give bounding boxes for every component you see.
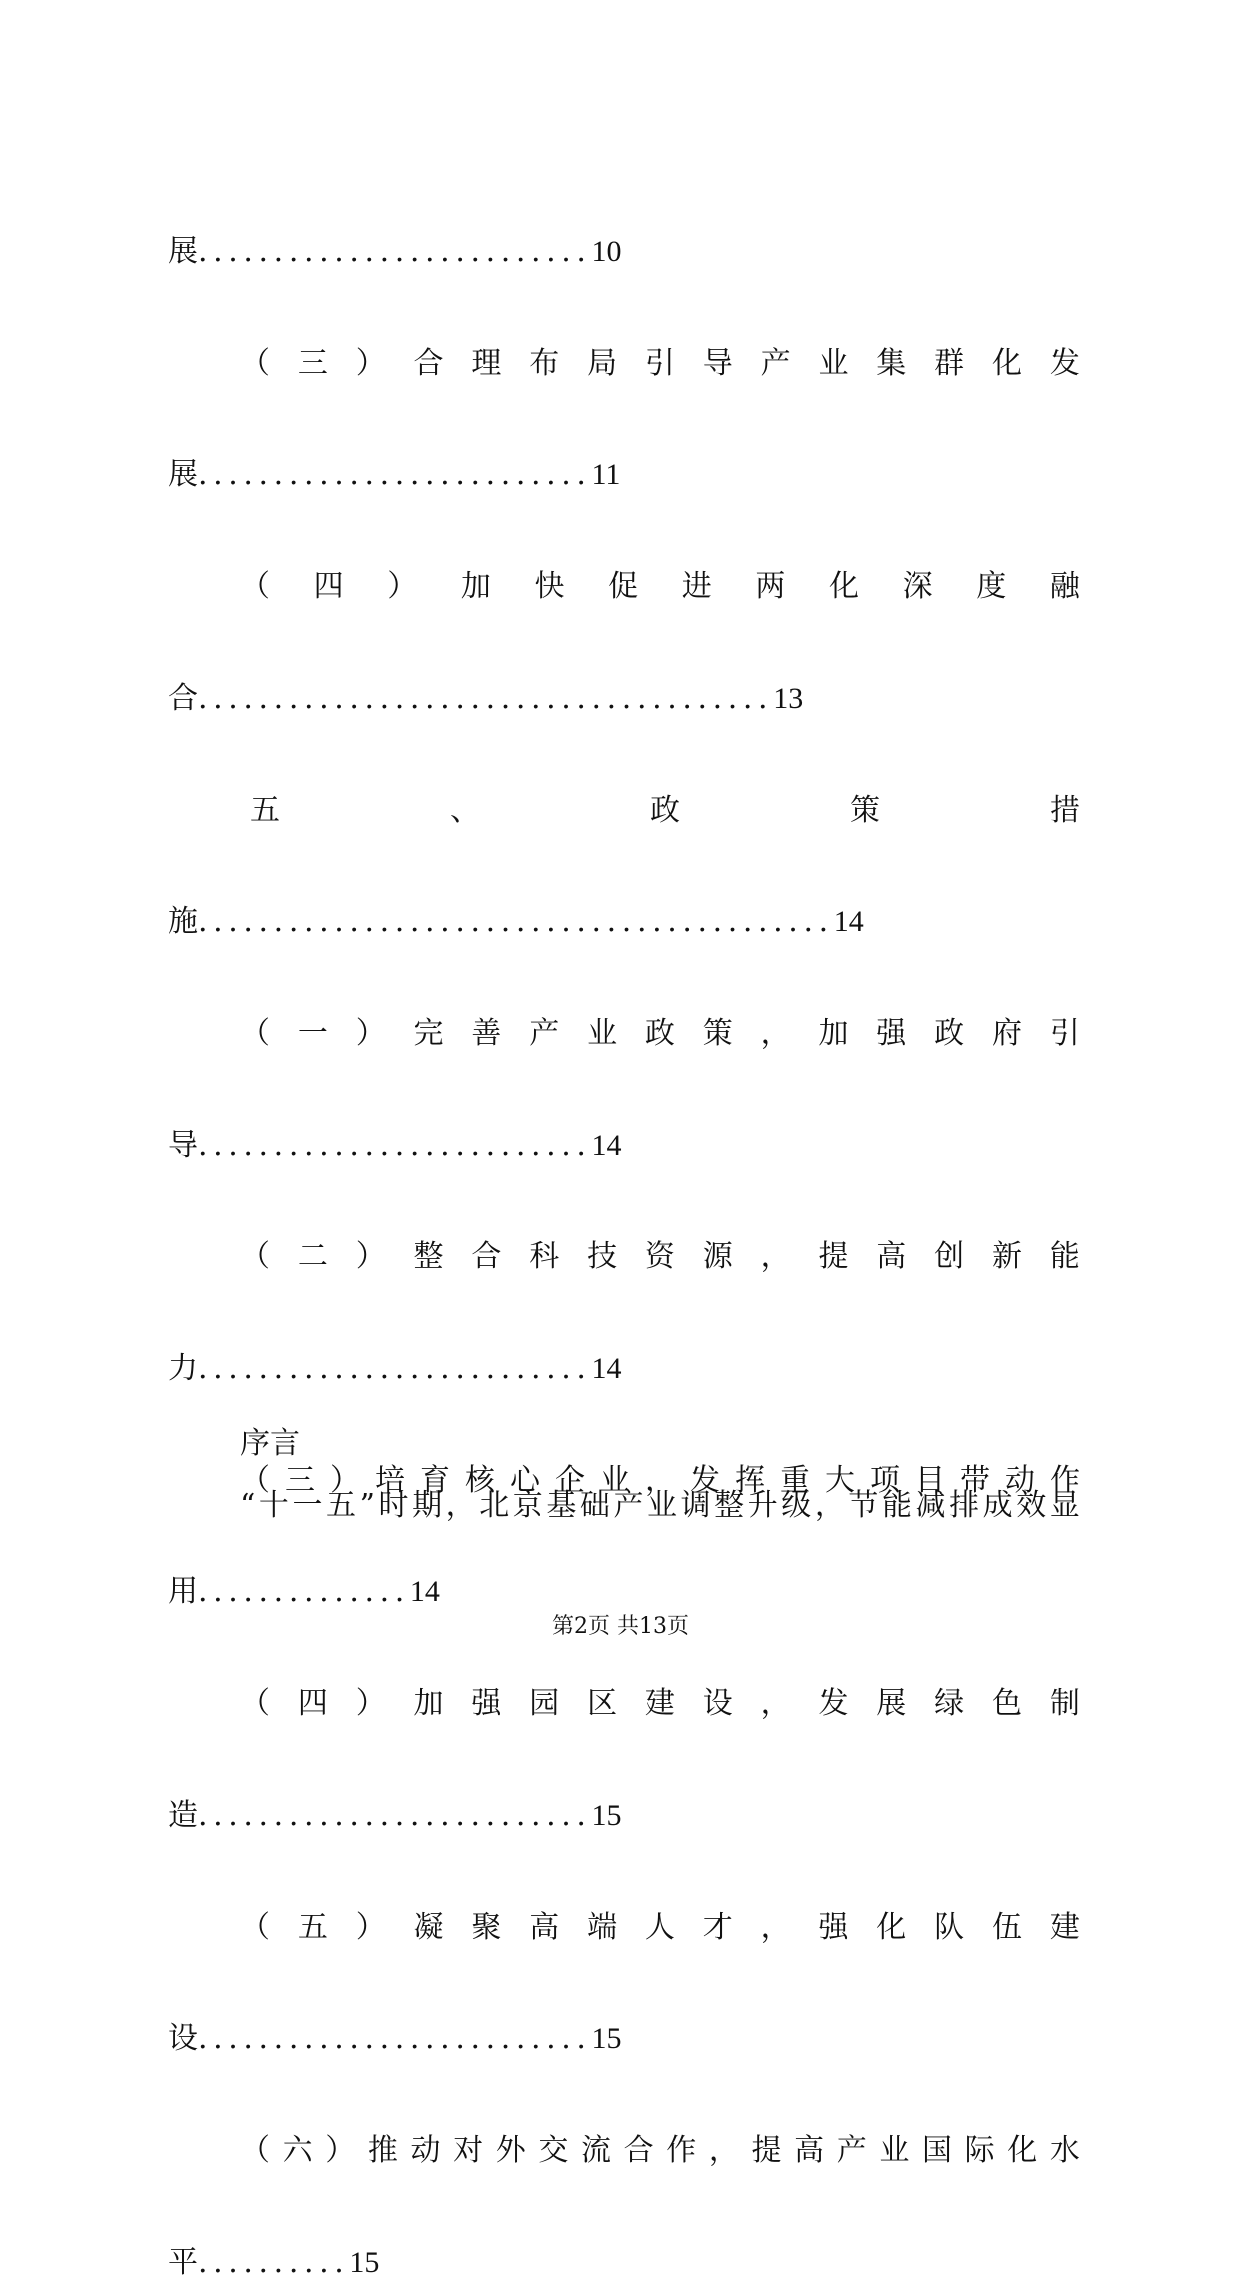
- toc-heading-char: 化: [876, 1910, 907, 1945]
- toc-heading-char: 凝: [413, 1910, 444, 1945]
- toc-entry-tail: [168, 1794, 1080, 1838]
- toc-heading-char: 强: [818, 1910, 849, 1945]
- toc-page-number: 10: [591, 235, 622, 268]
- toc-heading-char: 队: [934, 1910, 965, 1945]
- toc-page-number: 14: [409, 1575, 440, 1608]
- toc-heading-char: 措: [1050, 793, 1080, 828]
- toc-entry-tail: [168, 2017, 1080, 2061]
- toc-entry-heading: [240, 342, 1080, 386]
- toc-heading-char: 群: [934, 346, 965, 381]
- toc-heading-char: 完: [413, 1016, 444, 1051]
- toc-heading-char: 提: [751, 2133, 782, 2168]
- toc-heading-char: 外: [495, 2133, 526, 2168]
- preface-char: 一: [292, 1488, 323, 1523]
- toc-heading-char: 建: [644, 1686, 675, 1721]
- toc-entry-heading: [240, 1235, 1080, 1279]
- toc-heading-char: ）: [355, 1910, 386, 1945]
- toc-heading-char: ，: [760, 1910, 791, 1945]
- preface-char: 北: [479, 1488, 510, 1523]
- toc-heading-char: 际: [964, 2133, 995, 2168]
- toc-page-number: 15: [349, 2246, 380, 2279]
- preface-char: 基: [546, 1488, 577, 1523]
- toc-page-number: 13: [773, 682, 804, 715]
- toc-heading-char: 新: [991, 1239, 1022, 1274]
- toc-heading-char: ）: [330, 1463, 360, 1498]
- toc-entry-tail: [168, 2241, 1080, 2285]
- toc-heading-char: 企: [555, 1463, 585, 1498]
- toc-heading-char: 强: [471, 1686, 502, 1721]
- toc-heading-char: 人: [644, 1910, 675, 1945]
- toc-heading-char: 、: [450, 793, 480, 828]
- toc-heading-char: （: [240, 346, 270, 381]
- toc-entry-text: 合: [168, 681, 198, 716]
- preface-char: 成: [982, 1488, 1013, 1523]
- toc-heading-char: 一: [297, 1016, 328, 1051]
- toc-leader-dots: ..........................: [198, 1128, 592, 1163]
- toc-entry-tail: [168, 900, 1080, 944]
- preface-char: 显: [1049, 1488, 1080, 1523]
- preface-char: 级: [781, 1488, 812, 1523]
- toc-heading-char: 合: [623, 2133, 654, 2168]
- toc-heading-char: 发: [1049, 346, 1080, 381]
- toc-leader-dots: ..........................: [198, 457, 592, 492]
- toc-heading-char: 作: [666, 2133, 697, 2168]
- toc-entry-tail: [168, 453, 1080, 497]
- toc-leader-dots: ......................................: [198, 681, 774, 716]
- toc-heading-char: 科: [529, 1239, 560, 1274]
- toc-heading-char: ，: [645, 1463, 675, 1498]
- preface-heading: 序言: [240, 1426, 300, 1461]
- toc-entry-heading: [240, 2129, 1080, 2173]
- toc-heading-char: 对: [453, 2133, 484, 2168]
- preface-char: “: [240, 1488, 256, 1523]
- toc-heading-char: 设: [702, 1686, 733, 1721]
- toc-heading-char: ）: [355, 1686, 386, 1721]
- toc-heading-char: 产: [760, 346, 791, 381]
- toc-leader-dots: ..............: [198, 1574, 410, 1609]
- toc-entry-text: 设: [168, 2021, 198, 2056]
- toc-entry-text: 展: [168, 234, 198, 269]
- toc-heading-char: 深: [902, 569, 933, 604]
- preface-char: 时: [378, 1488, 409, 1523]
- preface-char: 效: [1016, 1488, 1047, 1523]
- toc-heading-char: 善: [471, 1016, 502, 1051]
- toc-heading-char: 政: [934, 1016, 965, 1051]
- toc-entry-text: 展: [168, 457, 198, 492]
- toc-heading-char: 展: [876, 1686, 907, 1721]
- toc-heading-char: （: [240, 1016, 270, 1051]
- toc-heading-char: 合: [413, 346, 444, 381]
- toc-heading-char: ，: [760, 1016, 791, 1051]
- toc-entry-text: 导: [168, 1128, 198, 1163]
- toc-heading-char: 园: [529, 1686, 560, 1721]
- toc-leader-dots: ..........................: [198, 1798, 592, 1833]
- toc-heading-char: 五: [250, 793, 280, 828]
- toc-heading-char: 快: [534, 569, 565, 604]
- toc-heading-char: 心: [510, 1463, 540, 1498]
- toc-heading-char: 发: [818, 1686, 849, 1721]
- toc-heading-char: 产: [836, 2133, 867, 2168]
- preface-char: 调: [680, 1488, 711, 1523]
- toc-heading-char: 理: [471, 346, 502, 381]
- toc-heading-char: 区: [587, 1686, 618, 1721]
- toc-heading-char: 引: [1049, 1016, 1080, 1051]
- preface-char: 排: [949, 1488, 980, 1523]
- toc-heading-char: 融: [1049, 569, 1080, 604]
- toc-heading-char: 化: [1007, 2133, 1038, 2168]
- toc-heading-char: 端: [587, 1910, 618, 1945]
- toc-heading-char: 四: [297, 1686, 328, 1721]
- toc-heading-char: ）: [325, 2133, 356, 2168]
- toc-heading-char: 三: [297, 346, 328, 381]
- toc-entry-text: 力: [168, 1351, 198, 1386]
- toc-heading-char: 业: [879, 2133, 910, 2168]
- toc-heading-char: 引: [644, 346, 675, 381]
- toc-heading-char: 大: [825, 1463, 855, 1498]
- toc-heading-char: 策: [850, 793, 880, 828]
- toc-heading-char: 项: [870, 1463, 900, 1498]
- toc-heading-char: 色: [991, 1686, 1022, 1721]
- toc-heading-char: 挥: [735, 1463, 765, 1498]
- page-footer: [0, 1612, 1241, 1642]
- toc-page-number: 14: [591, 1352, 622, 1385]
- toc-heading-char: 府: [991, 1016, 1022, 1051]
- preface-char: 十: [258, 1488, 289, 1523]
- toc-heading-char: 加: [413, 1686, 444, 1721]
- toc-heading-char: 布: [529, 346, 560, 381]
- toc-heading-char: 交: [538, 2133, 569, 2168]
- preface-char: 节: [848, 1488, 879, 1523]
- page-number-label: 第2页 共13页: [552, 1614, 689, 1639]
- toc-heading-char: 创: [934, 1239, 965, 1274]
- toc-heading-char: 动: [1005, 1463, 1035, 1498]
- toc-heading-char: 加: [460, 569, 491, 604]
- preface-first-line: [240, 1484, 1080, 1528]
- toc-leader-dots: ..........................: [198, 2021, 592, 2056]
- preface-char: 五: [326, 1488, 357, 1523]
- toc-heading-char: 促: [608, 569, 639, 604]
- toc-heading-char: 绿: [934, 1686, 965, 1721]
- toc-heading-char: 能: [1049, 1239, 1080, 1274]
- toc-page-number: 14: [833, 905, 864, 938]
- toc-heading-char: 带: [960, 1463, 990, 1498]
- toc-heading-char: 局: [587, 346, 618, 381]
- toc-heading-char: 进: [681, 569, 712, 604]
- toc-heading-char: 加: [818, 1016, 849, 1051]
- toc-entry-heading: [240, 789, 1080, 833]
- toc-heading-char: 业: [818, 346, 849, 381]
- toc-heading-char: 度: [976, 569, 1007, 604]
- toc-heading-char: 提: [818, 1239, 849, 1274]
- toc-entry-heading: [240, 565, 1080, 609]
- toc-heading-char: （: [240, 2133, 270, 2168]
- toc-heading-char: 流: [581, 2133, 611, 2168]
- toc-heading-char: 四: [313, 569, 344, 604]
- toc-page-number: 11: [591, 458, 621, 491]
- toc-heading-char: 产: [529, 1016, 560, 1051]
- toc-heading-char: （: [240, 1239, 270, 1274]
- toc-heading-char: 才: [702, 1910, 733, 1945]
- toc-heading-char: 动: [410, 2133, 441, 2168]
- toc-page-number: 14: [591, 1129, 622, 1162]
- toc-entry-tail: [168, 677, 1080, 721]
- toc-entry-text: 造: [168, 1798, 198, 1833]
- preface-char: 减: [915, 1488, 946, 1523]
- toc-heading-char: 国: [922, 2133, 952, 2168]
- toc-heading-char: ）: [355, 346, 386, 381]
- toc-heading-char: （: [240, 1463, 270, 1498]
- toc-entry-heading: [240, 1682, 1080, 1726]
- preface-char: 升: [747, 1488, 778, 1523]
- toc-heading-char: 核: [465, 1463, 495, 1498]
- toc-entry-tail: [168, 230, 1080, 274]
- toc-heading-char: 五: [297, 1910, 328, 1945]
- toc-heading-char: 高: [529, 1910, 560, 1945]
- toc-leader-dots: ..........: [198, 2245, 350, 2280]
- toc-heading-char: 作: [1050, 1463, 1080, 1498]
- toc-entry-text: 施: [168, 904, 198, 939]
- toc-heading-char: ）: [355, 1016, 386, 1051]
- preface-char: 整: [714, 1488, 745, 1523]
- toc-heading-char: 强: [876, 1016, 907, 1051]
- toc-heading-char: （: [240, 569, 270, 604]
- toc-heading-char: 源: [702, 1239, 733, 1274]
- preface-char: 期: [412, 1488, 443, 1523]
- toc-heading-char: 推: [367, 2133, 398, 2168]
- toc-page-number: 15: [591, 2022, 622, 2055]
- toc-heading-char: 重: [780, 1463, 810, 1498]
- toc-leader-dots: ..........................: [198, 234, 592, 269]
- preface-char: ”: [359, 1488, 375, 1523]
- toc-heading-char: 水: [1049, 2133, 1080, 2168]
- toc-heading-char: 二: [297, 1239, 328, 1274]
- toc-heading-char: 策: [702, 1016, 733, 1051]
- toc-entry-tail: [168, 1124, 1080, 1168]
- preface-char: 业: [647, 1488, 677, 1523]
- toc-heading-char: 政: [644, 1016, 675, 1051]
- preface-char: 产: [613, 1488, 644, 1523]
- toc-heading-char: （: [240, 1910, 270, 1945]
- toc-heading-char: 聚: [471, 1910, 502, 1945]
- toc-entry-heading: [240, 1012, 1080, 1056]
- toc-heading-char: 培: [375, 1463, 405, 1498]
- toc-heading-char: ）: [355, 1239, 386, 1274]
- preface-char: ，: [445, 1488, 476, 1523]
- toc-leader-dots: ..........................: [198, 1351, 592, 1386]
- toc-heading-char: ）: [387, 569, 418, 604]
- toc-heading-char: 业: [600, 1463, 630, 1498]
- toc-heading-char: 高: [876, 1239, 907, 1274]
- toc-entry-tail: [168, 1347, 1080, 1391]
- toc-heading-char: ，: [760, 1686, 791, 1721]
- toc-heading-char: 政: [650, 793, 680, 828]
- toc-heading-char: 六: [282, 2133, 313, 2168]
- toc-heading-char: ，: [760, 1239, 791, 1274]
- toc-heading-char: ，: [708, 2133, 739, 2168]
- preface-char: 础: [579, 1488, 610, 1523]
- toc-heading-char: 导: [702, 346, 733, 381]
- toc-entry-heading: [240, 1906, 1080, 1950]
- preface-char: 京: [512, 1488, 543, 1523]
- toc-heading-char: 发: [690, 1463, 720, 1498]
- toc-heading-char: 化: [829, 569, 859, 604]
- toc-heading-char: 高: [794, 2133, 825, 2168]
- toc-heading-char: 整: [413, 1239, 444, 1274]
- toc-heading-char: 三: [285, 1463, 315, 1498]
- preface-char: 能: [881, 1488, 912, 1523]
- preface-char: ，: [814, 1488, 845, 1523]
- toc-heading-char: 育: [420, 1463, 450, 1498]
- toc-heading-char: 资: [644, 1239, 675, 1274]
- toc-heading-char: 目: [915, 1463, 945, 1498]
- toc-heading-char: 集: [876, 346, 907, 381]
- toc-heading-char: 技: [587, 1239, 618, 1274]
- toc-entry-text: 用: [168, 1574, 198, 1609]
- toc-heading-char: 合: [471, 1239, 502, 1274]
- toc-heading-char: 业: [587, 1016, 618, 1051]
- toc-heading-char: 化: [991, 346, 1022, 381]
- toc-heading-char: 两: [755, 569, 786, 604]
- toc-entry-tail: [168, 1570, 1080, 1614]
- toc-page-number: 15: [591, 1799, 622, 1832]
- toc-heading-char: 制: [1049, 1686, 1080, 1721]
- toc-entry-text: 平: [168, 2245, 198, 2280]
- toc-heading-char: 伍: [991, 1910, 1022, 1945]
- toc-leader-dots: ..........................................: [198, 904, 834, 939]
- toc-heading-char: （: [240, 1686, 270, 1721]
- toc-heading-char: 建: [1049, 1910, 1080, 1945]
